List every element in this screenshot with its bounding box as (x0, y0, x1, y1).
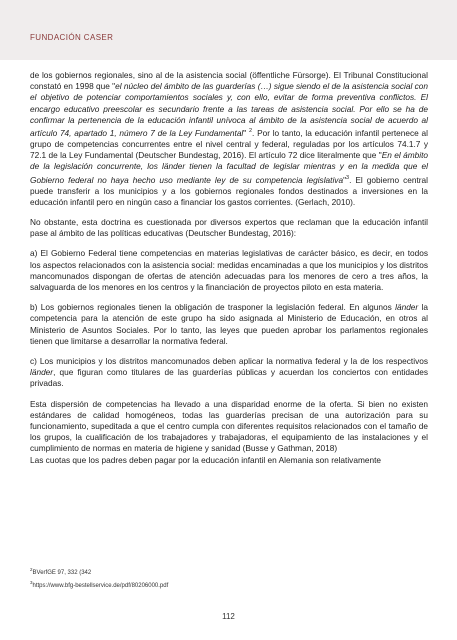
italic-text: länder (30, 367, 54, 378)
paragraph (30, 302, 428, 347)
text-span: la competencia para la atención de este grupo ha sido asignada al Ministerio de Educación, en otros al Ministerio de Asuntos Sociales. Por lo tanto, las leyes que pueden aprobar los parlamentos regionales tienen que limitarse a desarrollar la normativa federal. (30, 302, 429, 346)
paragraph (30, 70, 428, 208)
page-number: 112 (222, 612, 235, 621)
footnote-2 (30, 565, 428, 578)
text-span: No obstante, esta doctrina es cuestionada por diversos expertos que reclaman que la educación infantil pase al ámbito de las políticas educativas (Deutscher Bundestag, 2016): (30, 216, 428, 239)
italic-text: En el ámbito de la legislación concurrente, los länder tienen la facultad de legislar mientras y en la medida que el Gobierno federal no haya hecho uso mediante ley de su competencia legislativa (30, 150, 428, 185)
text-span: . El gobierno central puede transferir a los municipios y a los gobiernos regionales fondos destinados a inversiones en la educación infantil pero en ningún caso a financiar los gastos corrientes. (Gerlach, 2010). (30, 174, 428, 207)
footnote-number: 2 (30, 567, 33, 572)
text-span: c) Los municipios y los distritos mancomunados deben aplicar la normativa federal y la de los respectivos (30, 356, 428, 366)
footnote-ref: 3 (346, 174, 350, 181)
paragraph (30, 356, 428, 390)
text-span: b) Los gobiernos regionales tienen la obligación de trasponer la legislación federal. En algunos (30, 302, 396, 313)
text-span: " (243, 127, 249, 138)
paragraph (30, 217, 428, 239)
text-span: Las cuotas que los padres deben pagar por la educación infantil en Alemania son relativamente (30, 454, 382, 465)
paragraph (30, 248, 428, 293)
text-span: " (343, 174, 347, 185)
footnote-number: 3 (30, 580, 33, 585)
header-title: FUNDACIÓN CASER (30, 33, 114, 42)
page-header (0, 0, 457, 60)
text-span: . Por lo tanto, la educación infantil pertenece al grupo de competencias concurrentes entre el nivel central y federal, reguladas por los artículos 74.1.7 y 72.1 de la Ley Fundamental (Deutscher Bundestag, 2016). El artículo 72 dice literalmente que " (30, 127, 428, 161)
footnote-3 (30, 578, 428, 591)
footnote-text: https://www.bfg-bestellservice.de/pdf/80206000.pdf (32, 583, 169, 589)
body-text (30, 70, 428, 475)
text-span: a) El Gobierno Federal tiene competencias en materias legislativas de carácter básico, es decir, en todos los aspectos relacionados con la asistencia social: medidas encaminadas a que los municipios y los distritos mancomunados dispongan de ofertas de atención adecuadas para los menores de cero a tres años, la salvaguarda de los menores en los centros y la financiación de proyectos piloto en esta materia. (30, 248, 428, 292)
italic-text: el núcleo del ámbito de las guarderías (…) sigue siendo el de la asistencia social con el objetivo de potenciar comportamientos sociales y, con ello, evitar de forma preventiva conflictos. El encargo educativo preescolar es secundario frente a las tareas de asistencia social. Por ello se ha de confirmar la pertenencia de la educación infantil unívoca al ámbito de la asistencia social de acuerdo al artículo 74, apartado 1, número 7 de la Ley Fundamental (30, 81, 428, 138)
text-span: Esta dispersión de competencias ha llevado a una disparidad enorme de la oferta. Si bien no existen estándares de calidad homogéneos, todas las guarderías precisan de una autorización para su funcionamiento, supeditada a que el centro cumpla con diferentes requisitos relacionados con el tamaño de los grupos, la cualificación de los trabajadores y trabajadoras, el equipamiento de las instalaciones y el cumplimiento de normas en materia de higiene y sanidad (Busse y Gathman, 2018) (30, 398, 428, 454)
paragraph (30, 455, 428, 466)
footnotes (30, 565, 428, 591)
text-span: , que figuran como titulares de las guarderías públicas y acuerdan los conciertos con entidades privadas. (30, 367, 428, 389)
italic-text: länder (395, 302, 419, 313)
paragraph (30, 399, 428, 455)
footnote-ref: 2 (248, 128, 253, 135)
text-span: de los gobiernos regionales, sino al de la asistencia social (öffentliche Fürsorge). El Tribunal Constitucional constató en 1998 que " (30, 70, 428, 92)
footnote-text: BVerfGE 97, 332 (342 (32, 570, 92, 576)
